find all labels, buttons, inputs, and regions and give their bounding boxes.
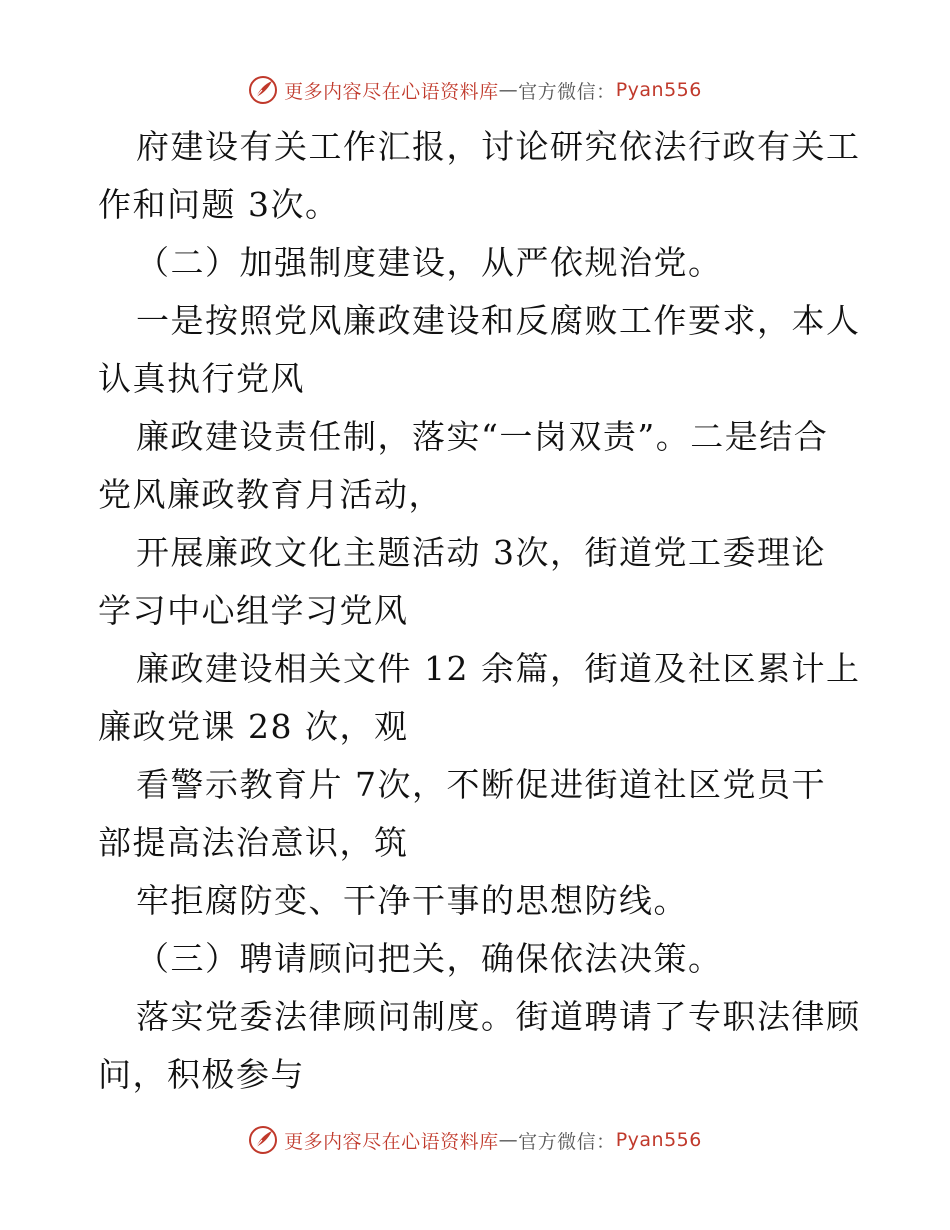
section-heading: [98, 930, 858, 988]
paragraph: [98, 524, 858, 640]
section-heading: [98, 234, 858, 292]
feather-pen-logo-icon: [248, 1125, 278, 1155]
header-banner: [0, 70, 950, 110]
feather-pen-logo-icon: [248, 75, 278, 105]
paragraph-line: 看警示教育片 7次，不断促进街道社区党员干: [136, 765, 826, 804]
paragraph-line: 学习中心组学习党风: [98, 591, 409, 630]
paragraph-line: 开展廉政文化主题活动 3次，街道党工委理论: [136, 533, 826, 572]
footer-banner: [0, 1120, 950, 1160]
paragraph-line: 作和问题 3次。: [98, 185, 340, 224]
paragraph: [98, 292, 861, 408]
paragraph-line: 府建设有关工作汇报，讨论研究依法行政有关工: [136, 127, 861, 166]
banner-main-text: 更多内容尽在心语资料库: [284, 1130, 499, 1153]
paragraph: [98, 118, 861, 234]
paragraph-line: 廉政建设责任制，落实“一岗双责”。二是结合: [136, 417, 829, 456]
paragraph-line: 廉政建设相关文件 12 余篇，街道及社区累计上: [136, 649, 861, 688]
paragraph: [98, 872, 858, 930]
paragraph-line: 认真执行党风: [98, 359, 305, 398]
paragraph-line: （二）加强制度建设，从严依规治党。: [136, 243, 723, 282]
paragraph-line: 牢拒腐防变、干净干事的思想防线。: [136, 881, 688, 920]
paragraph: [98, 640, 861, 756]
banner-wechat-id: Pyan556: [615, 1129, 702, 1151]
paragraph-line: 问，积极参与: [98, 1055, 305, 1094]
paragraph-line: 一是按照党风廉政建设和反腐败工作要求，本人: [136, 301, 861, 340]
banner-separator: —: [498, 1129, 519, 1151]
paragraph: [98, 988, 861, 1104]
paragraph: [98, 408, 858, 524]
paragraph-line: 落实党委法律顾问制度。街道聘请了专职法律顾: [136, 997, 861, 1036]
paragraph-line: 廉政党课 28 次，观: [98, 707, 409, 746]
paragraph: [98, 756, 858, 872]
banner-wechat-id: Pyan556: [615, 79, 702, 101]
document-body: [98, 118, 861, 1104]
paragraph-line: （三）聘请顾问把关，确保依法决策。: [136, 939, 723, 978]
banner-main-text: 更多内容尽在心语资料库: [284, 80, 499, 103]
paragraph-line: 党风廉政教育月活动，: [98, 475, 443, 514]
banner-separator: —: [498, 79, 519, 101]
banner-sub-text: 官方微信：: [518, 80, 616, 103]
paragraph-line: 部提高法治意识，筑: [98, 823, 409, 862]
banner-sub-text: 官方微信：: [518, 1130, 616, 1153]
